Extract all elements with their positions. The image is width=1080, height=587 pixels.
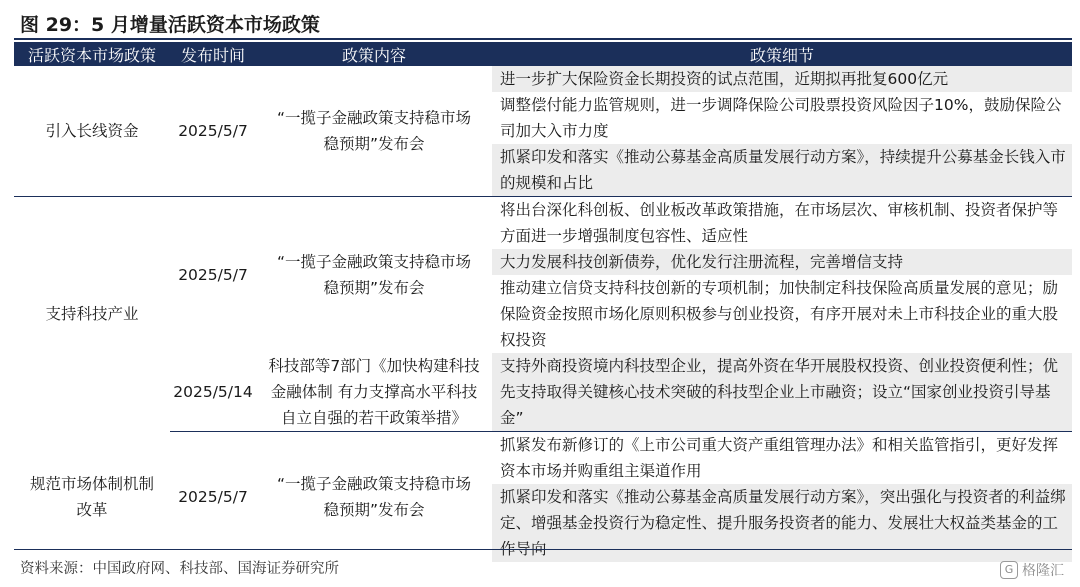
header-row — [14, 42, 1072, 66]
policy-cell: 引入长线资金 — [14, 66, 170, 197]
header-content: 政策内容 — [256, 42, 492, 66]
watermark-text: 格隆汇 — [1022, 563, 1064, 579]
table-row — [14, 432, 1072, 563]
detail-item: 将出台深化科创板、创业板改革政策措施，在市场层次、审核机制、投资者保护等方面进一步增强制度包容性、适应性 — [500, 201, 1059, 245]
detail-item: 支持外商投资境内科技型企业，提高外资在华开展股权投资、创业投资便利性；优先支持取得关键核心技术突破的科技型企业上市融资；设立“国家创业投资引导基金” — [492, 353, 1072, 431]
content-cell: “一揽子金融政策支持稳市场稳预期”发布会 — [276, 253, 472, 297]
detail-item: 抓紧印发和落实《推动公募基金高质量发展行动方案》，突出强化与投资者的利益绑定、增强基金投资行为稳定性、提升服务投资者的能力、发展壮大权益类基金的工作导向 — [492, 484, 1072, 562]
details-cell — [492, 432, 1072, 563]
details-cell — [492, 197, 1072, 354]
title-rule — [14, 38, 1072, 40]
header-policy: 活跃资本市场政策 — [14, 42, 170, 66]
figure-title: 图 29：5 月增量活跃资本市场政策 — [20, 14, 320, 36]
source-note: 资料来源：中国政府网、科技部、国海证券研究所 — [20, 561, 339, 577]
detail-item: 调整偿付能力监管规则，进一步调降保险公司股票投资风险因子10%，鼓励保险公司加大入市力度 — [500, 96, 1062, 140]
content-cell: “一揽子金融政策支持稳市场稳预期”发布会 — [276, 475, 472, 519]
detail-item: 大力发展科技创新债券，优化发行注册流程，完善增信支持 — [492, 249, 1072, 275]
watermark-logo-icon: G — [1000, 561, 1018, 579]
date-cell: 2025/5/7 — [170, 66, 256, 197]
detail-item: 进一步扩大保险资金长期投资的试点范围，近期拟再批复600亿元 — [492, 66, 1072, 92]
policy-cell: 规范市场体制机制改革 — [29, 474, 154, 519]
date-cell: 2025/5/14 — [170, 353, 256, 432]
table-row — [14, 197, 1072, 354]
date-cell: 2025/5/7 — [178, 266, 248, 284]
detail-item: 抓紧印发和落实《推动公募基金高质量发展行动方案》，持续提升公募基金长钱入市的规模和占比 — [492, 144, 1072, 196]
details-cell — [492, 66, 1072, 197]
content-cell: 科技部等7部门《加快构建科技金融体制 有力支撑高水平科技自立自强的若干政策举措》 — [256, 353, 492, 432]
policy-cell: 支持科技产业 — [45, 305, 139, 324]
watermark — [1000, 560, 1064, 580]
details-cell — [492, 353, 1072, 432]
detail-item: 推动建立信贷支持科技创新的专项机制；加快制定科技保险高质量发展的意见；励保险资金按照市场化原则积极参与创业投资，有序开展对未上市科技企业的重大股权投资 — [500, 279, 1059, 349]
table-row — [14, 353, 1072, 432]
policy-table — [14, 42, 1072, 562]
header-date: 发布时间 — [170, 42, 256, 66]
content-cell: “一揽子金融政策支持稳市场稳预期”发布会 — [256, 66, 492, 197]
footer-rule — [14, 549, 1072, 550]
table-row — [14, 66, 1072, 197]
detail-item: 抓紧发布新修订的《上市公司重大资产重组管理办法》和相关监管指引，更好发挥资本市场并购重组主渠道作用 — [500, 436, 1059, 480]
date-cell: 2025/5/7 — [178, 488, 248, 506]
header-details: 政策细节 — [492, 42, 1072, 66]
